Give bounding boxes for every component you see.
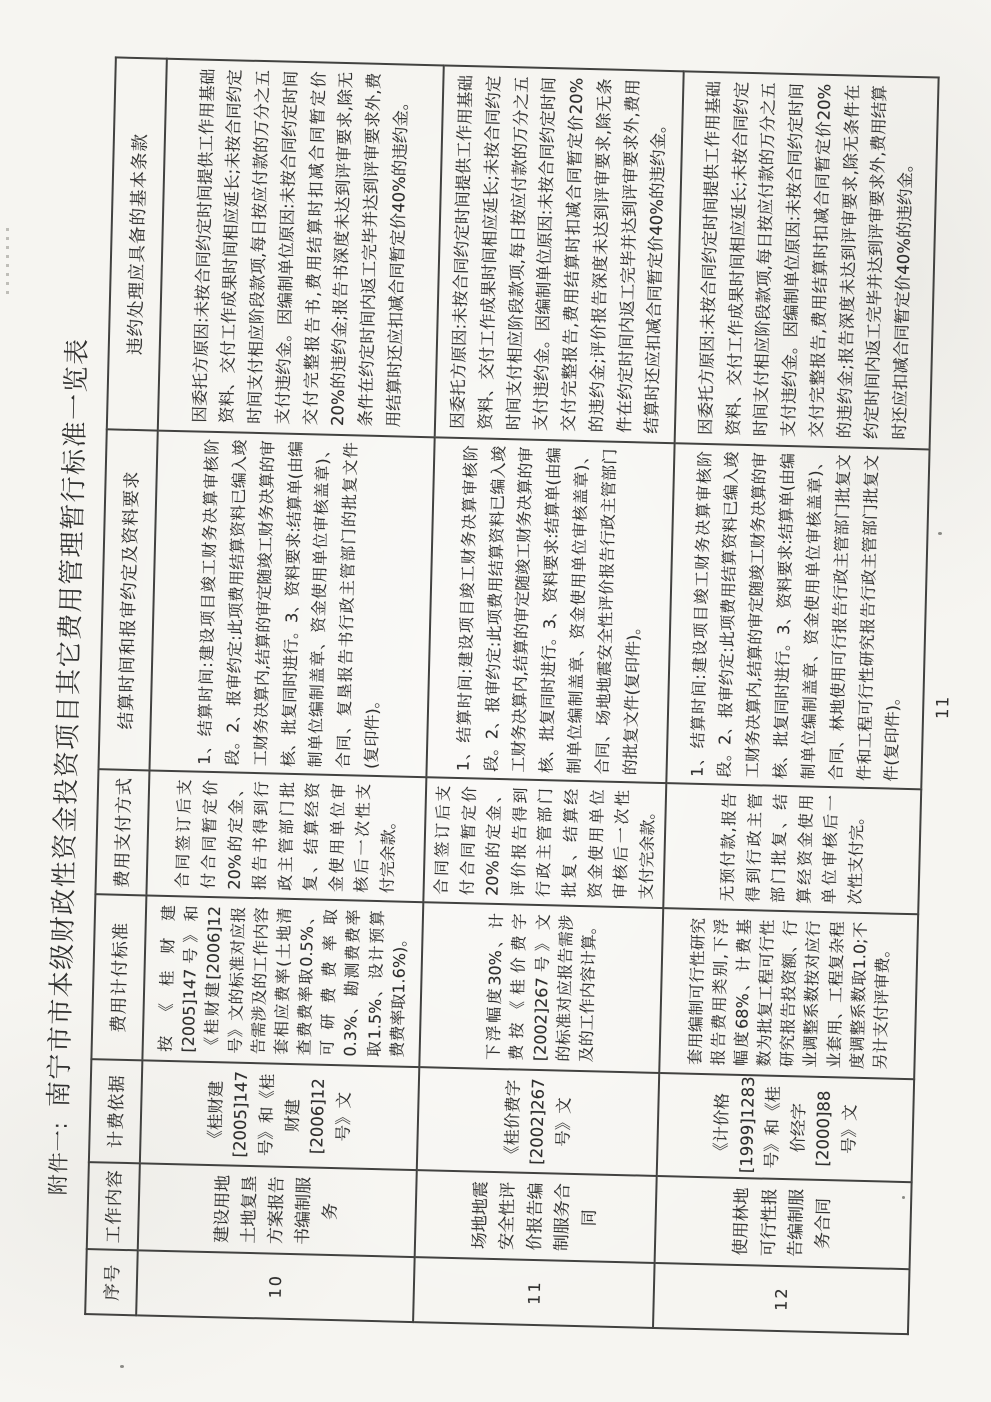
page-number: 11	[933, 695, 954, 720]
table-row	[136, 59, 444, 1322]
cell-fee-basis: 《桂财建[2005]147号》和《桂财建[2006]12号》文	[140, 1060, 419, 1170]
cell-breach-clauses: 因委托方原因:未按合同约定时间提供工作用基础资料、交付工作成果时间相应延长;未按合同约定时间支付相应阶段款项,每日按应付款的万分之五支付违约金。因编制单位原因:未按合同约定时间交付完整报告,费用结算时扣减合同暂定价20%的违约金;评价报告深度未达到评审要求,除无条件在约定时间内返工完毕并达到评审要求外,费用结算时还应扣减合同暂定价40%的违约金。	[435, 65, 684, 443]
table-row	[653, 71, 939, 1334]
cell-work-content: 使用林地可行性报告编制服务合同	[655, 1176, 912, 1269]
cell-seq: 12	[653, 1263, 910, 1334]
document-sheet	[4, 30, 991, 1393]
cell-fee-basis: 《计价格[1999]1283号》和《桂价经字[2000]88号》文	[657, 1073, 914, 1182]
cell-work-content: 场地地震安全性评价报告编制服务合同	[415, 1170, 657, 1263]
cell-fee-basis: 《桂价费字[2002]267号》文	[417, 1067, 660, 1176]
cell-breach-clauses: 因委托方原因:未按合同约定时间提供工作用基础资料、交付工作成果时间相应延长;未按合同约定时间支付相应阶段款项,每日按应付款的万分之五支付违约金。因编制单位原因:未按合同约定时间交付完整报告书,费用结算时扣减合同暂定价20%的违约金;报告书深度未达到评审要求,除无条件在约定时间内返工完毕并达到评审要求外,费用结算时还应扣减合同暂定价40%的违约金。	[158, 59, 444, 438]
column-header-work-content: 工作内容	[87, 1162, 140, 1250]
cell-payment-method: 合同签订后支付合同暂定价20%的定金、报告书得到行政主管部门批复、结算经资金使用单位审核后一次性支付完余款。	[146, 770, 426, 902]
column-header-payment-method: 费用支付方式	[95, 769, 149, 895]
cell-seq: 11	[413, 1257, 655, 1328]
page-title: 南宁市市本级财政性资金投资项目其它费用管理暂行标准一览表	[44, 337, 94, 1108]
column-header-breach-clauses: 违约处理应具备的基本条款	[107, 57, 167, 430]
cell-settlement-requirements: 1、结算时间:建设项目竣工财务决算审核阶段。2、报审约定:此项费用结算资料已编入竣工财务决算内,结算的审定随竣工财务决算的审核、批复同时进行。3、资料要求:结算单(由编制单位编制盖章、资金使用单位审核盖章)、合同、复垦报告书行政主管部门的批复文件(复印件)。	[149, 431, 434, 778]
cell-fee-standard: 下浮幅度30%、计费按《桂价费字[2002]267号》文的标准对应报告需涉及的工作内容计算。	[419, 902, 663, 1073]
column-header-settlement-requirements: 结算时间和报审约定及资料要求	[98, 429, 157, 770]
attachment-label: 附件一:	[46, 1120, 72, 1196]
column-header-fee-standard: 费用计付标准	[91, 894, 146, 1060]
cell-settlement-requirements: 1、结算时间:建设项目竣工财务决算审核阶段。2、报审约定:此项费用结算资料已编入竣工财务决算内,结算的审定随竣工财务决算的审核、批复同时进行。3、资料要求:结算单(由编制单位编制盖章、资金使用单位审核盖章)、合同、场地地震安全性评价报告行政主管部门的批复文件(复印件)。	[426, 437, 675, 783]
cell-fee-standard: 套用编制可行性研究报告费用类别,下浮幅度68%、计费基数为批复工程可行性研究报告投资额、行业调整系数按对应行业套用、工程复杂程度调整系数取1.0;不另计支付评审费。	[660, 908, 919, 1079]
cell-breach-clauses: 因委托方原因:未按合同约定时间提供工作用基础资料、交付工作成果时间相应延长;未按合同约定时间支付相应阶段款项,每日按应付款的万分之五支付违约金。因编制单位原因:未按合同约定时间交付完整报告,费用结算时扣减合同暂定价20%的违约金;报告深度未达到评审要求,除无条件在约定时间内返工完毕并达到评审要求外,费用结算时还应扣减合同暂定价40%的违约金。	[675, 71, 939, 449]
cell-settlement-requirements: 1、结算时间:建设项目竣工财务决算审核阶段。2、报审约定:此项费用结算资料已编入竣工财务决算内,结算的审定随竣工财务决算的审核、批复同时进行。3、资料要求:结算单(由编制单位编制盖章、资金使用单位审核盖章)、合同、林地使用可行报告行政主管部门批复文件和工程可行性研究报告行政主管部门批复文件(复印件)。	[667, 443, 930, 789]
cell-work-content: 建设用地土地复垦方案报告书编制服务	[138, 1163, 417, 1257]
fee-standards-table	[84, 56, 940, 1335]
scanner-edge-artifact	[6, 228, 9, 298]
table-row	[413, 65, 684, 1327]
cell-payment-method: 无预付款,报告得到行政主管部门批复、结算经资金使用单位审核后一次性支付完。	[664, 783, 922, 914]
cell-fee-standard: 按《桂财建[2005]147号》和《桂财建[2006]12号》文的标准对应报告需涉及的工作内容套相应费率(土地清查费费率取0.5%、可研费费率取0.3%、勘测费费率取1.5%、设计预算费费率取1.6%)。	[142, 895, 423, 1067]
column-header-seq: 序号	[85, 1249, 138, 1315]
cell-seq: 10	[136, 1250, 415, 1322]
column-header-fee-basis: 计费依据	[89, 1059, 143, 1163]
cell-payment-method: 合同签订后支付合同暂定价20%的定金、评价报告得到行政主管部门批复、结算经资金使用单位审核后一次性支付完余款。	[423, 777, 666, 908]
